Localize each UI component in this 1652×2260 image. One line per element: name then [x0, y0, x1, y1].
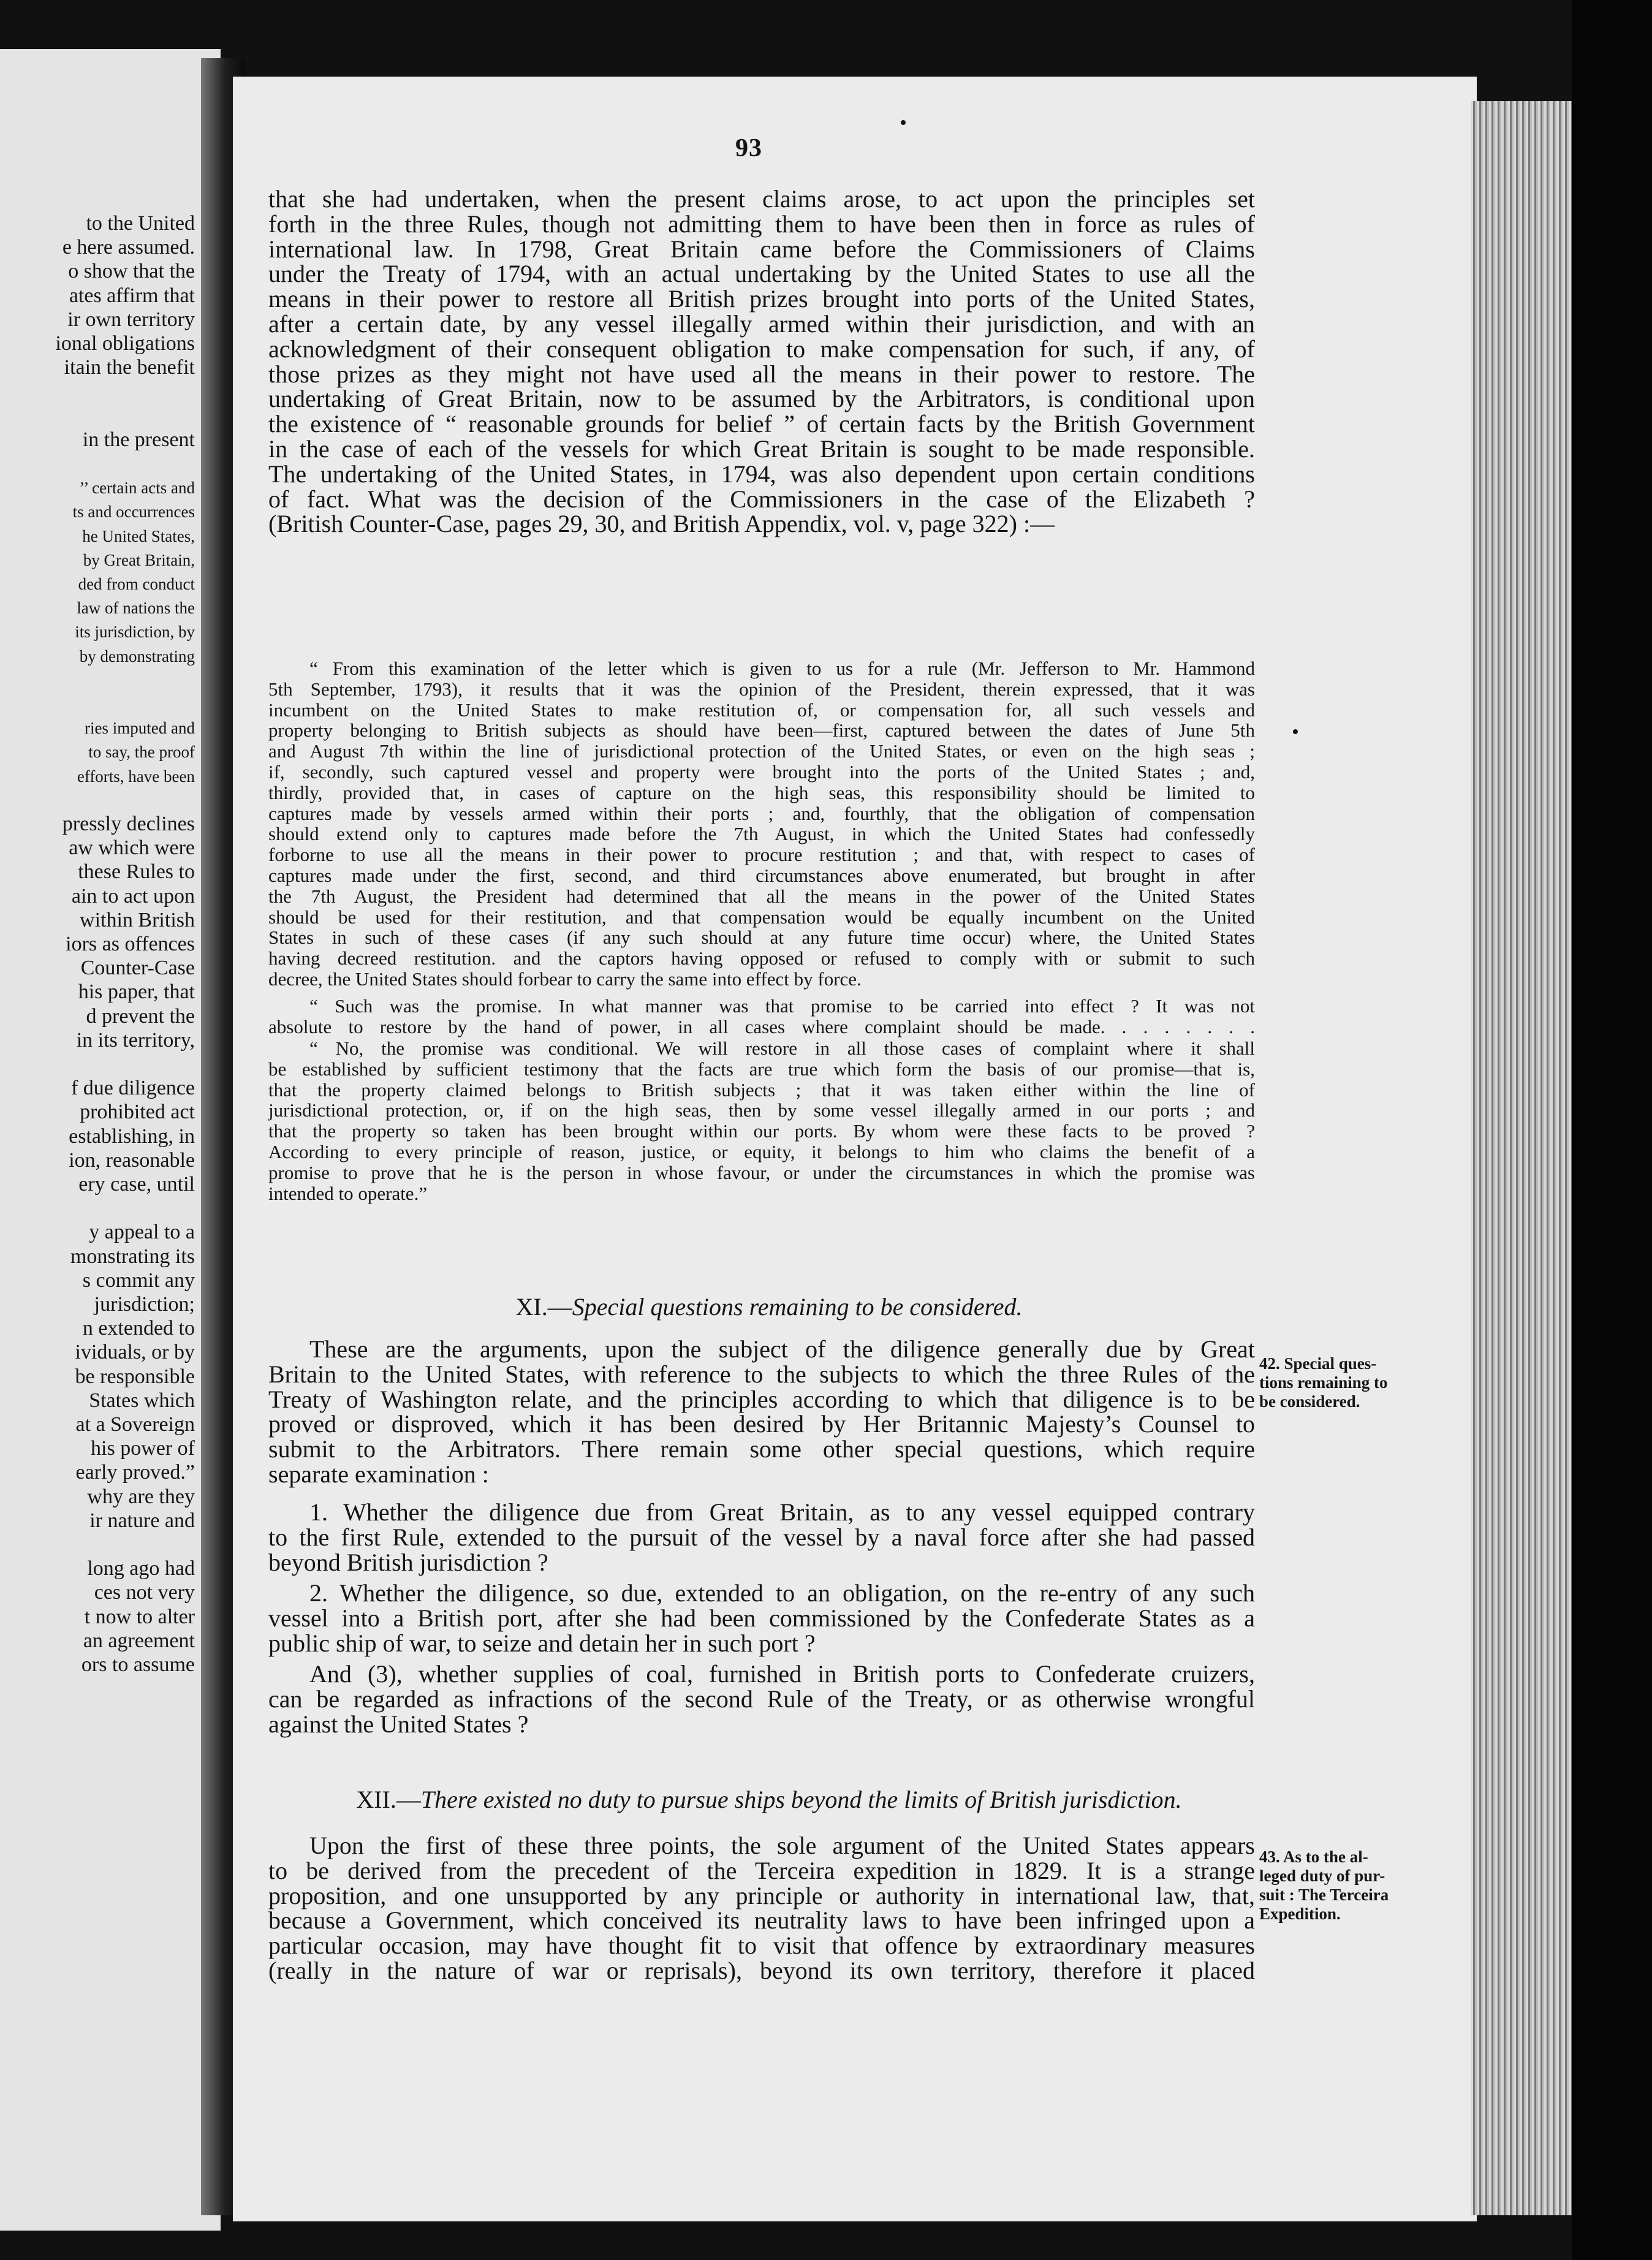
left-page-line: in its territory, [76, 1028, 195, 1052]
heading-title: There existed no duty to pursue ships beyond the limits of British jurisdiction. [420, 1786, 1182, 1813]
text-line: “ From this examination of the letter which is given to us for a rule (Mr. Jefferson to Mr. Hammond [309, 658, 1255, 679]
left-page-line: y appeal to a [89, 1221, 195, 1244]
left-page-line: aw which were [69, 836, 195, 860]
left-page-line: law of nations the [77, 599, 195, 618]
text-line: to be derived from the precedent of the Terceira expedition in 1829. It is a strange [268, 1856, 1255, 1884]
left-page-line: to say, the proof [88, 743, 195, 762]
text-line: public ship of war, to seize and detain her in such port ? [268, 1629, 816, 1657]
text-line: Upon the first of these three points, the sole argument of the United States appears [309, 1832, 1255, 1859]
text-line: proposition, and one unsupported by any principle or authority in international law, that, [268, 1881, 1255, 1909]
left-page-line: ded from conduct [78, 575, 195, 593]
text-line: acknowledgment of their consequent obligation to make compensation for such, if any, of [268, 335, 1255, 363]
side-note-42 [1259, 1354, 1443, 1411]
heading-number: XII.— [356, 1786, 421, 1813]
text-line: beyond British jurisdiction ? [268, 1548, 548, 1576]
text-line: captures made under the first, second, and third circumstances above enumerated, but brought in after [268, 865, 1255, 886]
page-edges [1471, 101, 1572, 2215]
left-page-line: why are they [87, 1485, 195, 1508]
left-page-line: to the United [86, 212, 195, 235]
left-page-line: he United States, [82, 526, 195, 545]
text-line: under the Treaty of 1794, with an actual undertaking by the United States to use all the [268, 260, 1255, 288]
left-page-line: jurisdiction; [94, 1293, 195, 1316]
text-line: if, secondly, such captured vessel and property were brought into the ports of the United States ; and, [268, 761, 1255, 783]
section-heading-xi [276, 1294, 1262, 1320]
heading-title: Special questions remaining to be considered. [572, 1293, 1023, 1321]
text-line: forth in the three Rules, though not admitting them to have been then in force as rules of [268, 210, 1255, 238]
side-note-line: 43. As to the al- [1259, 1848, 1368, 1866]
left-page-line: his paper, that [78, 980, 195, 1004]
text-line: means in their power to restore all British prizes brought into ports of the United States, [268, 285, 1255, 313]
text-line: against the United States ? [268, 1710, 529, 1738]
left-page-line: ional obligations [55, 332, 195, 355]
left-page-line: prohibited act [80, 1101, 195, 1124]
left-page-line: ion, reasonable [69, 1148, 195, 1172]
text-line: be established by sufficient testimony that the facts are true which form the basis of our promise—that is, [268, 1058, 1255, 1080]
left-page-line: by demonstrating [79, 647, 195, 665]
left-page-line: at a Sovereign [75, 1413, 195, 1436]
text-line: promise to prove that he is the person in whose favour, or under the circumstances in which the promise was [268, 1161, 1255, 1183]
left-page-line: ces not very [94, 1581, 195, 1604]
left-page-line: ir nature and [89, 1509, 195, 1532]
text-line: States in such of these cases (if any such should at any future time occur) where, the United States [268, 927, 1255, 949]
ink-mark [1293, 729, 1298, 734]
left-page-line: ts and occurrences [72, 502, 195, 521]
text-line: 1. Whether the diligence due from Great Britain, as to any vessel equipped contrary [309, 1498, 1255, 1526]
left-page-line: its jurisdiction, by [75, 623, 195, 642]
text-line: of fact. What was the decision of the Commissioners in the case of the Elizabeth ? [268, 485, 1255, 513]
left-page-line: long ago had [87, 1557, 195, 1580]
text-line: and August 7th within the line of jurisdictional protection of the United States, or even on the high seas ; [268, 740, 1255, 762]
left-page-line: be responsible [75, 1365, 195, 1388]
left-page-line: efforts, have been [77, 767, 195, 786]
text-line: that she had undertaken, when the present claims arose, to act upon the principles set [268, 185, 1255, 213]
text-line: “ Such was the promise. In what manner was that promise to be carried into effect ? It was not [309, 995, 1255, 1017]
text-line: absolute to restore by the hand of power, in all cases where complaint should be made. . . . . . . . [268, 1015, 1255, 1037]
left-page-line: pressly declines [62, 813, 195, 835]
text-line: those prizes as they might not have used all the means in their power to restore. The [268, 360, 1255, 388]
text-line: decree, the United States should forbear to carry the same into effect by force. [268, 968, 862, 990]
section-heading-xii [276, 1787, 1262, 1813]
text-line: property belonging to British subjects as should have been—first, captured between the dates of June 5th [268, 719, 1255, 741]
text-line: because a Government, which conceived its neutrality laws to have been infringed upon a [268, 1906, 1255, 1935]
text-line: separate examination : [268, 1460, 489, 1488]
text-line: proved or disproved, which it has been desired by Her Britannic Majesty’s Counsel to [268, 1410, 1255, 1438]
left-page-line: d prevent the [86, 1004, 195, 1028]
text-line: According to every principle of reason, justice, or equity, it belongs to him who claims the benefit of a [268, 1141, 1255, 1162]
left-page-line: ries imputed and [85, 719, 195, 738]
text-line: 5th September, 1793), it results that it was the opinion of the President, therein expressed, that it was [268, 678, 1255, 700]
text-line: incumbent on the United States to make restitution of, or compensation for, all such vessels and [268, 699, 1255, 721]
text-line: intended to operate.” [268, 1182, 428, 1204]
left-page-line: in the present [82, 428, 195, 451]
left-page-line: early proved.” [75, 1461, 195, 1484]
text-line: that the property claimed belongs to British subjects ; that it was taken either within the line of [268, 1079, 1255, 1101]
side-note-line: Expedition. [1259, 1905, 1341, 1923]
text-line: thirdly, provided that, in cases of capture on the high seas, this responsibility should be limited to [268, 781, 1255, 803]
left-page-line: ors to assume [81, 1653, 195, 1676]
side-note-line: be considered. [1259, 1392, 1360, 1411]
side-note-43 [1259, 1848, 1443, 1924]
left-page-line: monstrating its [70, 1245, 195, 1268]
text-line: The undertaking of the United States, in 1794, was also dependent upon certain conditions [268, 460, 1255, 488]
left-page-line: within British [80, 908, 195, 931]
text-line: particular occasion, may have thought fit to visit that offence by extraordinary measures [268, 1932, 1255, 1960]
text-line: “ No, the promise was conditional. We will restore in all those cases of complaint where it shall [309, 1037, 1255, 1059]
text-line: vessel into a British port, after she had been commissioned by the Confederate States as a [268, 1604, 1255, 1632]
left-page-line: ’’ certain acts and [79, 479, 195, 498]
text-line: submit to the Arbitrators. There remain some other special questions, which require [268, 1435, 1255, 1463]
heading-number: XI.— [515, 1293, 572, 1321]
left-page-line: ain to act upon [71, 884, 195, 908]
left-page-line: itain the benefit [64, 356, 195, 379]
left-page-line: ery case, until [78, 1173, 195, 1196]
text-line: These are the arguments, upon the subject of the diligence generally due by Great [309, 1335, 1255, 1363]
text-line: Britain to the United States, with reference to the subjects to which the three Rules of the [268, 1360, 1255, 1388]
left-facing-page [0, 49, 221, 2231]
left-page-line: iors as offences [66, 933, 195, 955]
left-page-line: e here assumed. [62, 236, 195, 259]
left-page-line: establishing, in [69, 1124, 195, 1148]
ink-mark [901, 120, 906, 125]
text-line: should extend only to captures made before the 7th August, in which the United States had confessedly [268, 823, 1255, 845]
side-note-line: tions remaining to [1259, 1373, 1388, 1392]
text-line: (really in the nature of war or reprisals), beyond its own territory, therefore it placed [268, 1957, 1255, 1984]
text-line: 2. Whether the diligence, so due, extended to an obligation, on the re-entry of any such [309, 1579, 1255, 1607]
dark-background [1572, 0, 1652, 2260]
text-line: undertaking of Great Britain, now to be assumed by the Arbitrators, is conditional upon [268, 385, 1255, 413]
page-number: 93 [735, 134, 762, 162]
left-page-line: States which [89, 1389, 195, 1412]
left-page-line: o show that the [68, 260, 195, 283]
left-page-line: n extended to [82, 1317, 195, 1340]
left-page-line: ates affirm that [69, 284, 195, 307]
left-page-line: ividuals, or by [75, 1341, 195, 1364]
text-line: that the property so taken has been brought within our ports. By whom were these facts to be proved ? [268, 1120, 1255, 1142]
text-line: should be used for their restitution, and that compensation would be equally incumbent on the United [268, 906, 1255, 928]
left-page-line: an agreement [83, 1629, 195, 1652]
text-line: jurisdictional protection, or, if on the high seas, then by some vessel illegally armed in our ports ; and [268, 1099, 1255, 1121]
side-note-line: leged duty of pur- [1259, 1867, 1385, 1885]
text-line: can be regarded as infractions of the second Rule of the Treaty, or as otherwise wrongful [268, 1685, 1255, 1713]
text-line: And (3), whether supplies of coal, furnished in British ports to Confederate cruizers, [309, 1660, 1255, 1688]
text-line: (British Counter-Case, pages 29, 30, and British Appendix, vol. v, page 322) :— [268, 510, 1055, 538]
text-line: international law. In 1798, Great Britain came before the Commissioners of Claims [268, 235, 1255, 263]
side-note-line: 42. Special ques- [1259, 1354, 1377, 1373]
left-page-line: t now to alter [84, 1605, 195, 1628]
text-line: the 7th August, the President had determined that all the means in the power of the United States [268, 885, 1255, 907]
text-line: in the case of each of the vessels for which Great Britain is sought to be made responsible. [268, 435, 1255, 463]
text-line: the existence of “ reasonable grounds for belief ” of certain facts by the British Government [268, 410, 1255, 438]
text-line: having decreed restitution. and the captors having opposed or refused to comply with or submit to such [268, 947, 1255, 969]
side-note-line: suit : The Terceira [1259, 1886, 1389, 1904]
text-line: after a certain date, by any vessel illegally armed within their jurisdiction, and with an [268, 310, 1255, 338]
left-page-line: Counter-Case [80, 957, 195, 980]
text-line: Treaty of Washington relate, and the principles according to which that diligence is to be [268, 1385, 1255, 1413]
left-page-line: his power of [91, 1437, 195, 1460]
left-page-line: f due diligence [70, 1077, 195, 1100]
left-page-line: by Great Britain, [83, 550, 195, 569]
left-page-line: these Rules to [78, 860, 195, 884]
left-page-line: s commit any [82, 1268, 195, 1292]
text-line: captures made by vessels armed within their ports ; and, fourthly, that the obligation of compensation [268, 802, 1255, 824]
text-line: to the first Rule, extended to the pursuit of the vessel by a naval force after she had passed [268, 1523, 1255, 1551]
left-page-line: ir own territory [67, 308, 195, 331]
text-line: forborne to use all the means in their power to procure restitution ; and that, with respect to cases of [268, 844, 1255, 866]
